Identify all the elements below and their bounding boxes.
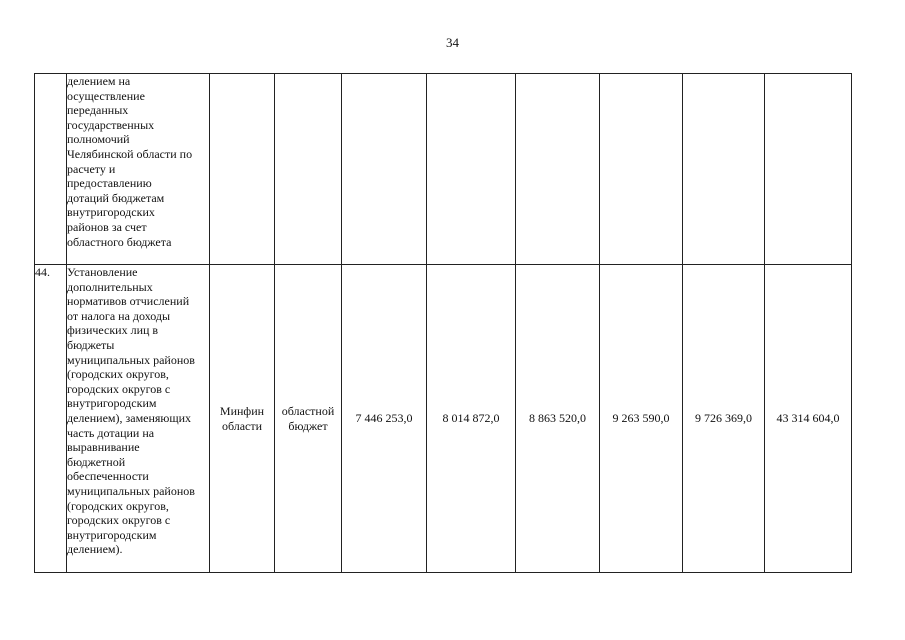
total-amount-cell: [765, 74, 852, 265]
page-number: 34: [446, 35, 459, 50]
amount-cell: [427, 74, 516, 265]
amount-cell: [342, 74, 427, 265]
measure-name: Установление дополнительных нормативов отчислений от налога на доходы физических лиц в бюджеты муниципальных районов (городских округов, городских округов с внутригородским делением), заменяющих часть дотации на выравнивание бюджетной обеспеченности муниципальных районов (городских округов, городских округов с внутригородским делением).: [67, 265, 195, 557]
amount-year-2: 8 014 872,0: [442, 411, 500, 426]
executor-cell: [210, 74, 275, 265]
executor: Минфин области: [219, 403, 265, 433]
amount-cell: [427, 265, 516, 573]
amount-cell: [600, 74, 683, 265]
measure-name-cell: [67, 265, 210, 573]
table-row: [35, 74, 852, 265]
funding-source-cell: [275, 265, 342, 573]
amount-year-4: 9 263 590,0: [612, 411, 670, 426]
total-amount-cell: [765, 265, 852, 573]
amount-cell: [600, 265, 683, 573]
amount-cell: [342, 265, 427, 573]
amount-total: 43 314 604,0: [776, 411, 840, 426]
amount-year-3: 8 863 520,0: [529, 411, 586, 426]
row-number: 44.: [35, 265, 50, 279]
funding-source: областной бюджет: [281, 403, 335, 433]
amount-year-5: 9 726 369,0: [695, 411, 752, 426]
measure-name: делением на осуществление переданных государственных полномочий Челябинской области по расчету и предоставлению дотаций бюджетам внутригородских районов за счет областного бюджета: [67, 74, 193, 249]
table-row: [35, 265, 852, 573]
measure-name-cell: [67, 74, 210, 265]
amount-cell: [516, 74, 600, 265]
row-number-cell: [35, 74, 67, 265]
funding-source-cell: [275, 74, 342, 265]
budget-table: [34, 73, 852, 573]
amount-cell: [516, 265, 600, 573]
amount-cell: [683, 74, 765, 265]
amount-cell: [683, 265, 765, 573]
amount-year-1: 7 446 253,0: [355, 411, 413, 426]
executor-cell: [210, 265, 275, 573]
row-number-cell: [35, 265, 67, 573]
